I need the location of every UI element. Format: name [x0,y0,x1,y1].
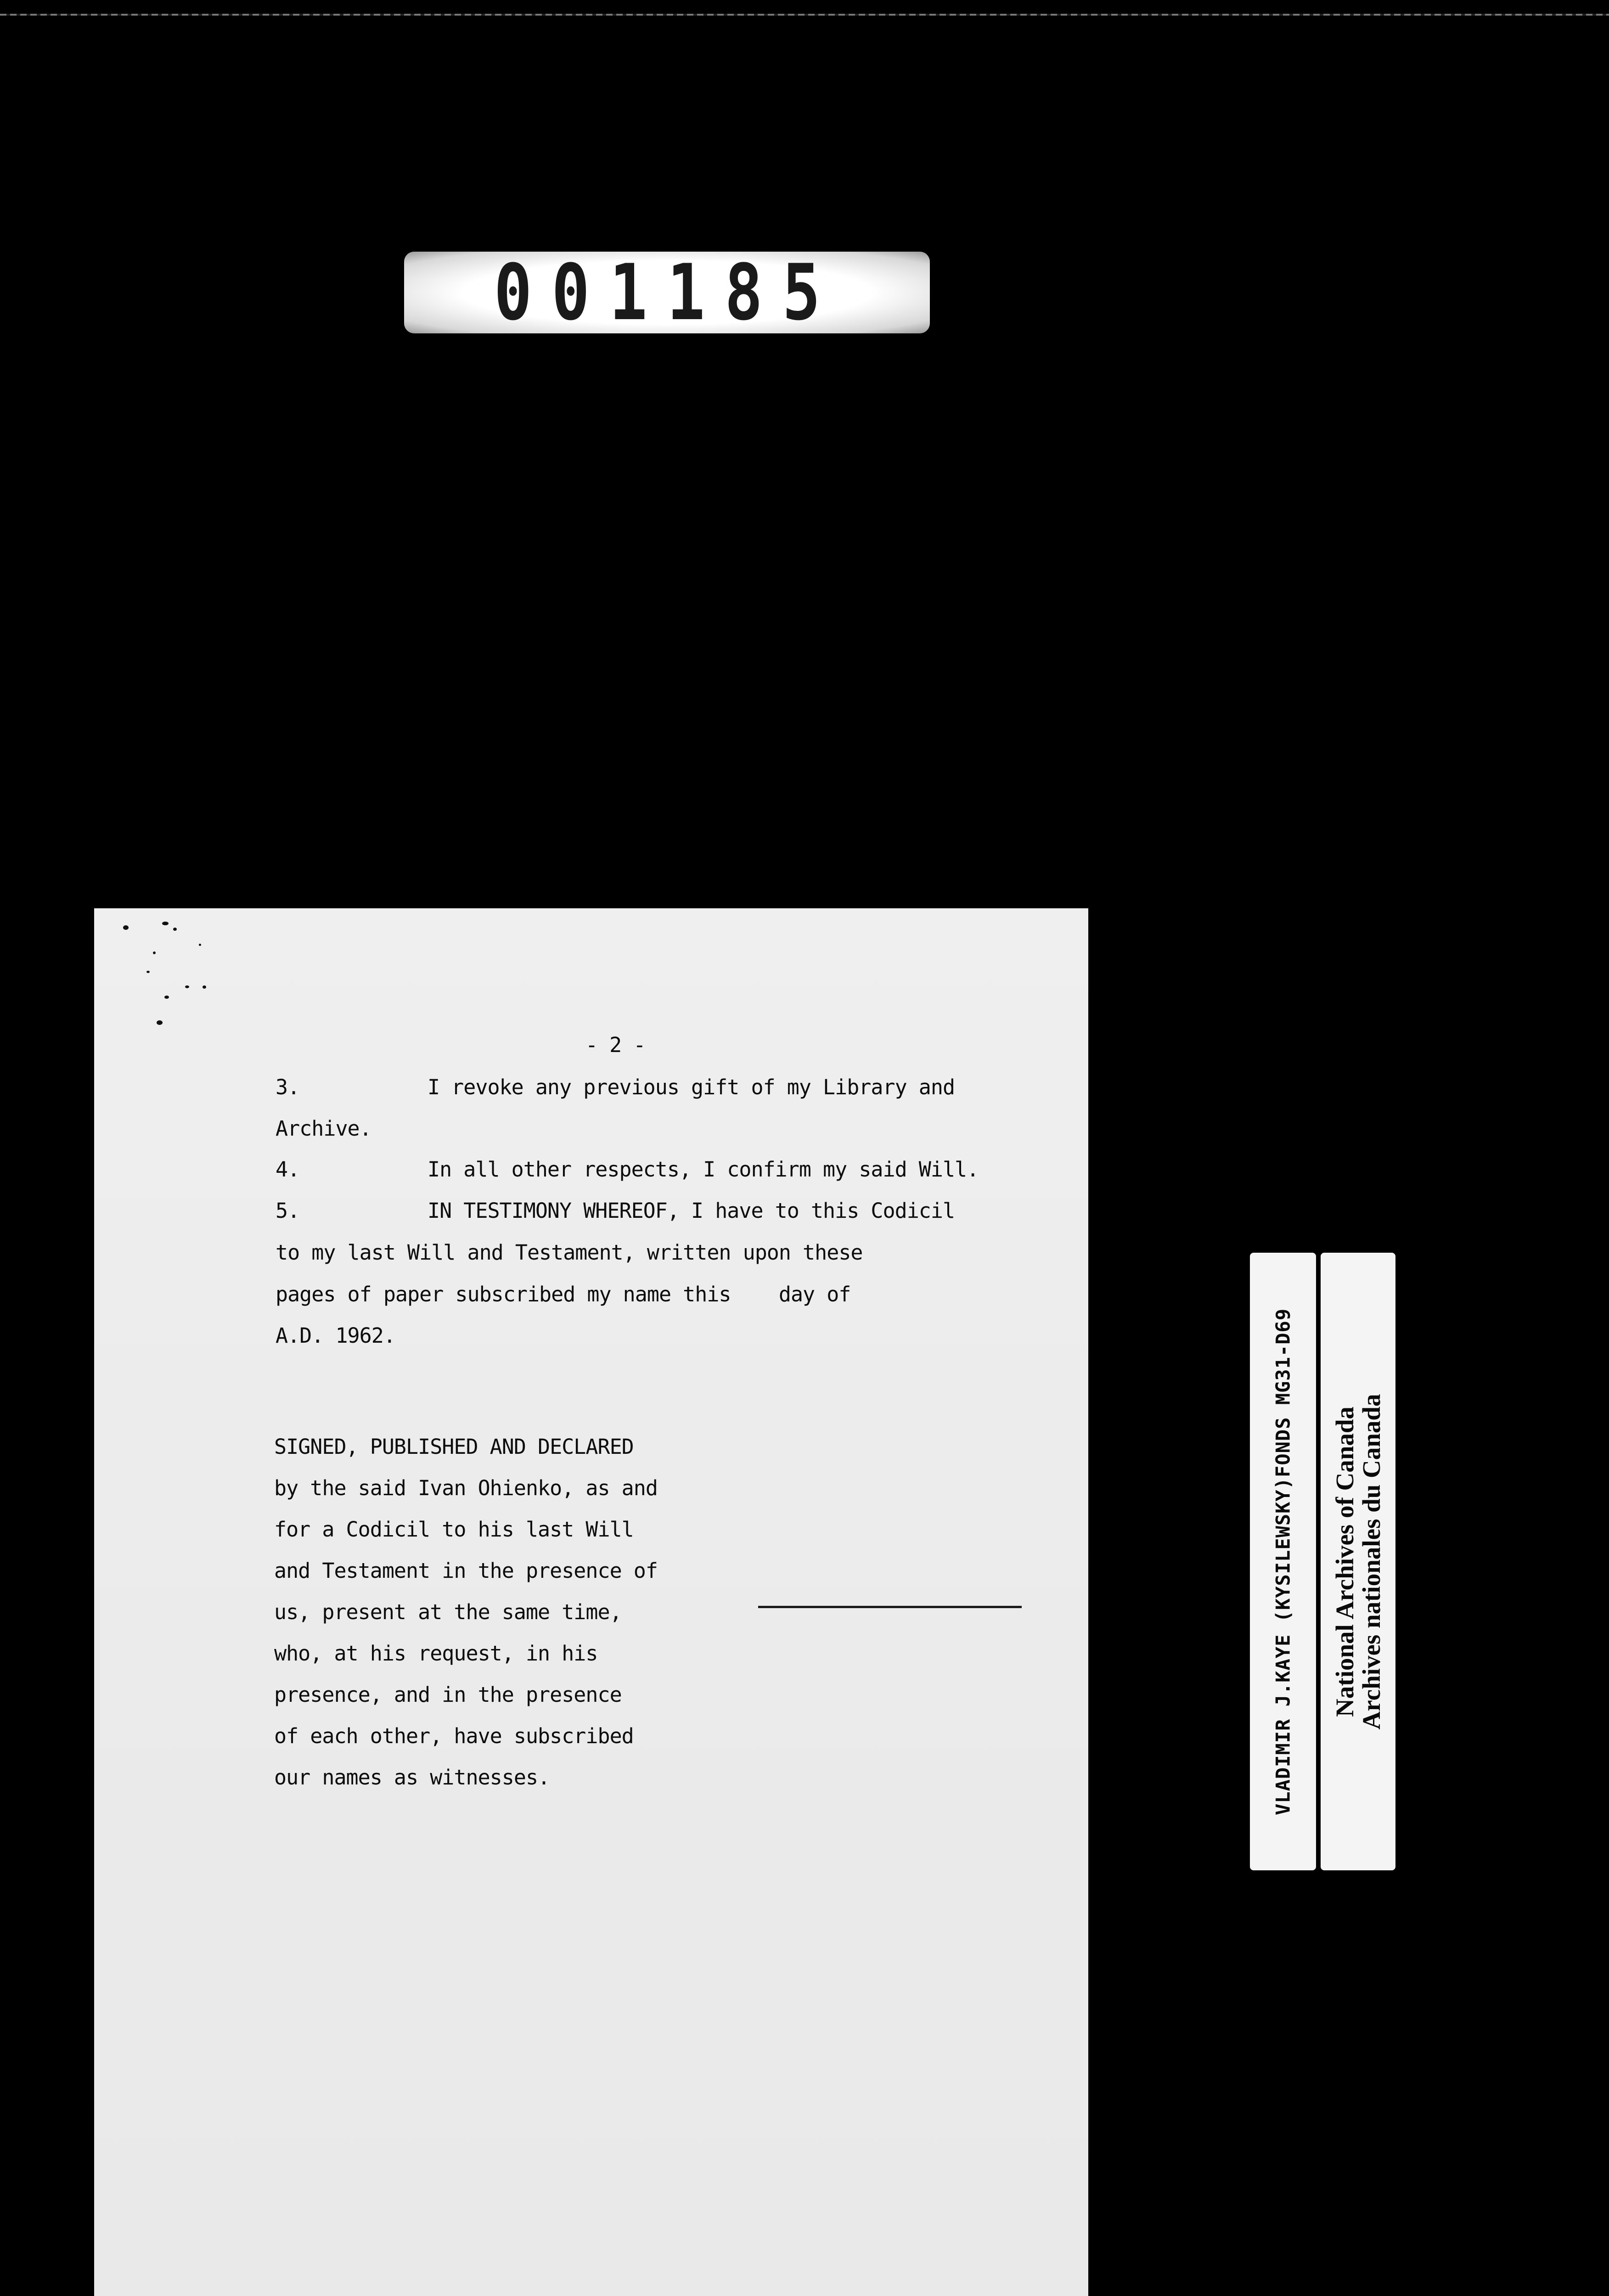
clause-number: 4. [276,1157,300,1182]
clause-text: to my last Will and Testament, written upon these [276,1240,863,1265]
dust-speck [123,925,129,930]
attestation-line: us, present at the same time, [274,1600,622,1624]
attestation-line: by the said Ivan Ohienko, as and [274,1476,658,1500]
archives-label [1332,1394,1385,1729]
dust-speck [157,1020,163,1025]
attestation-line: SIGNED, PUBLISHED AND DECLARED [274,1435,634,1459]
frame-number: 001185 [494,248,840,338]
clause-text: A.D. 1962. [276,1323,395,1348]
clause-text: pages of paper subscribed my name this day of [276,1282,851,1306]
dust-speck [164,996,169,999]
fonds-label: VLADIMIR J.KAYE (KYSILEWSKY)FONDS MG31-D69 [1271,1308,1294,1815]
clause-number: 3. [276,1075,300,1099]
film-edge-rule [0,14,1609,16]
attestation-line: for a Codicil to his last Will [274,1517,634,1542]
clause-text: IN TESTIMONY WHEREOF, I have to this Codicil [428,1199,955,1223]
archives-label-en: National Archives of Canada [1330,1406,1359,1717]
clause-text: In all other respects, I confirm my said Will. [428,1157,979,1182]
clause-text: Archive. [276,1116,371,1141]
archives-label-card [1321,1253,1395,1870]
clause-text: I revoke any previous gift of my Library and [428,1075,955,1099]
clause-number: 5. [276,1199,300,1223]
signature-line [758,1606,1022,1608]
attestation-line: and Testament in the presence of [274,1559,658,1583]
page-marker: - 2 - [585,1033,646,1057]
dust-speck [153,951,156,954]
fonds-label-card [1250,1253,1316,1870]
attestation-line: who, at his request, in his [274,1641,598,1666]
attestation-line: presence, and in the presence [274,1683,622,1707]
dust-speck [162,922,169,925]
archives-label-fr: Archives nationales du Canada [1357,1394,1385,1729]
dust-speck [173,928,177,931]
dust-speck [203,985,206,989]
frame-number-plate [404,248,930,338]
attestation-line: our names as witnesses. [274,1765,550,1790]
attestation-line: of each other, have subscribed [274,1724,634,1748]
dust-speck [199,944,201,946]
dust-speck [146,971,150,973]
dust-speck [185,985,189,988]
document-page [94,908,1088,2296]
